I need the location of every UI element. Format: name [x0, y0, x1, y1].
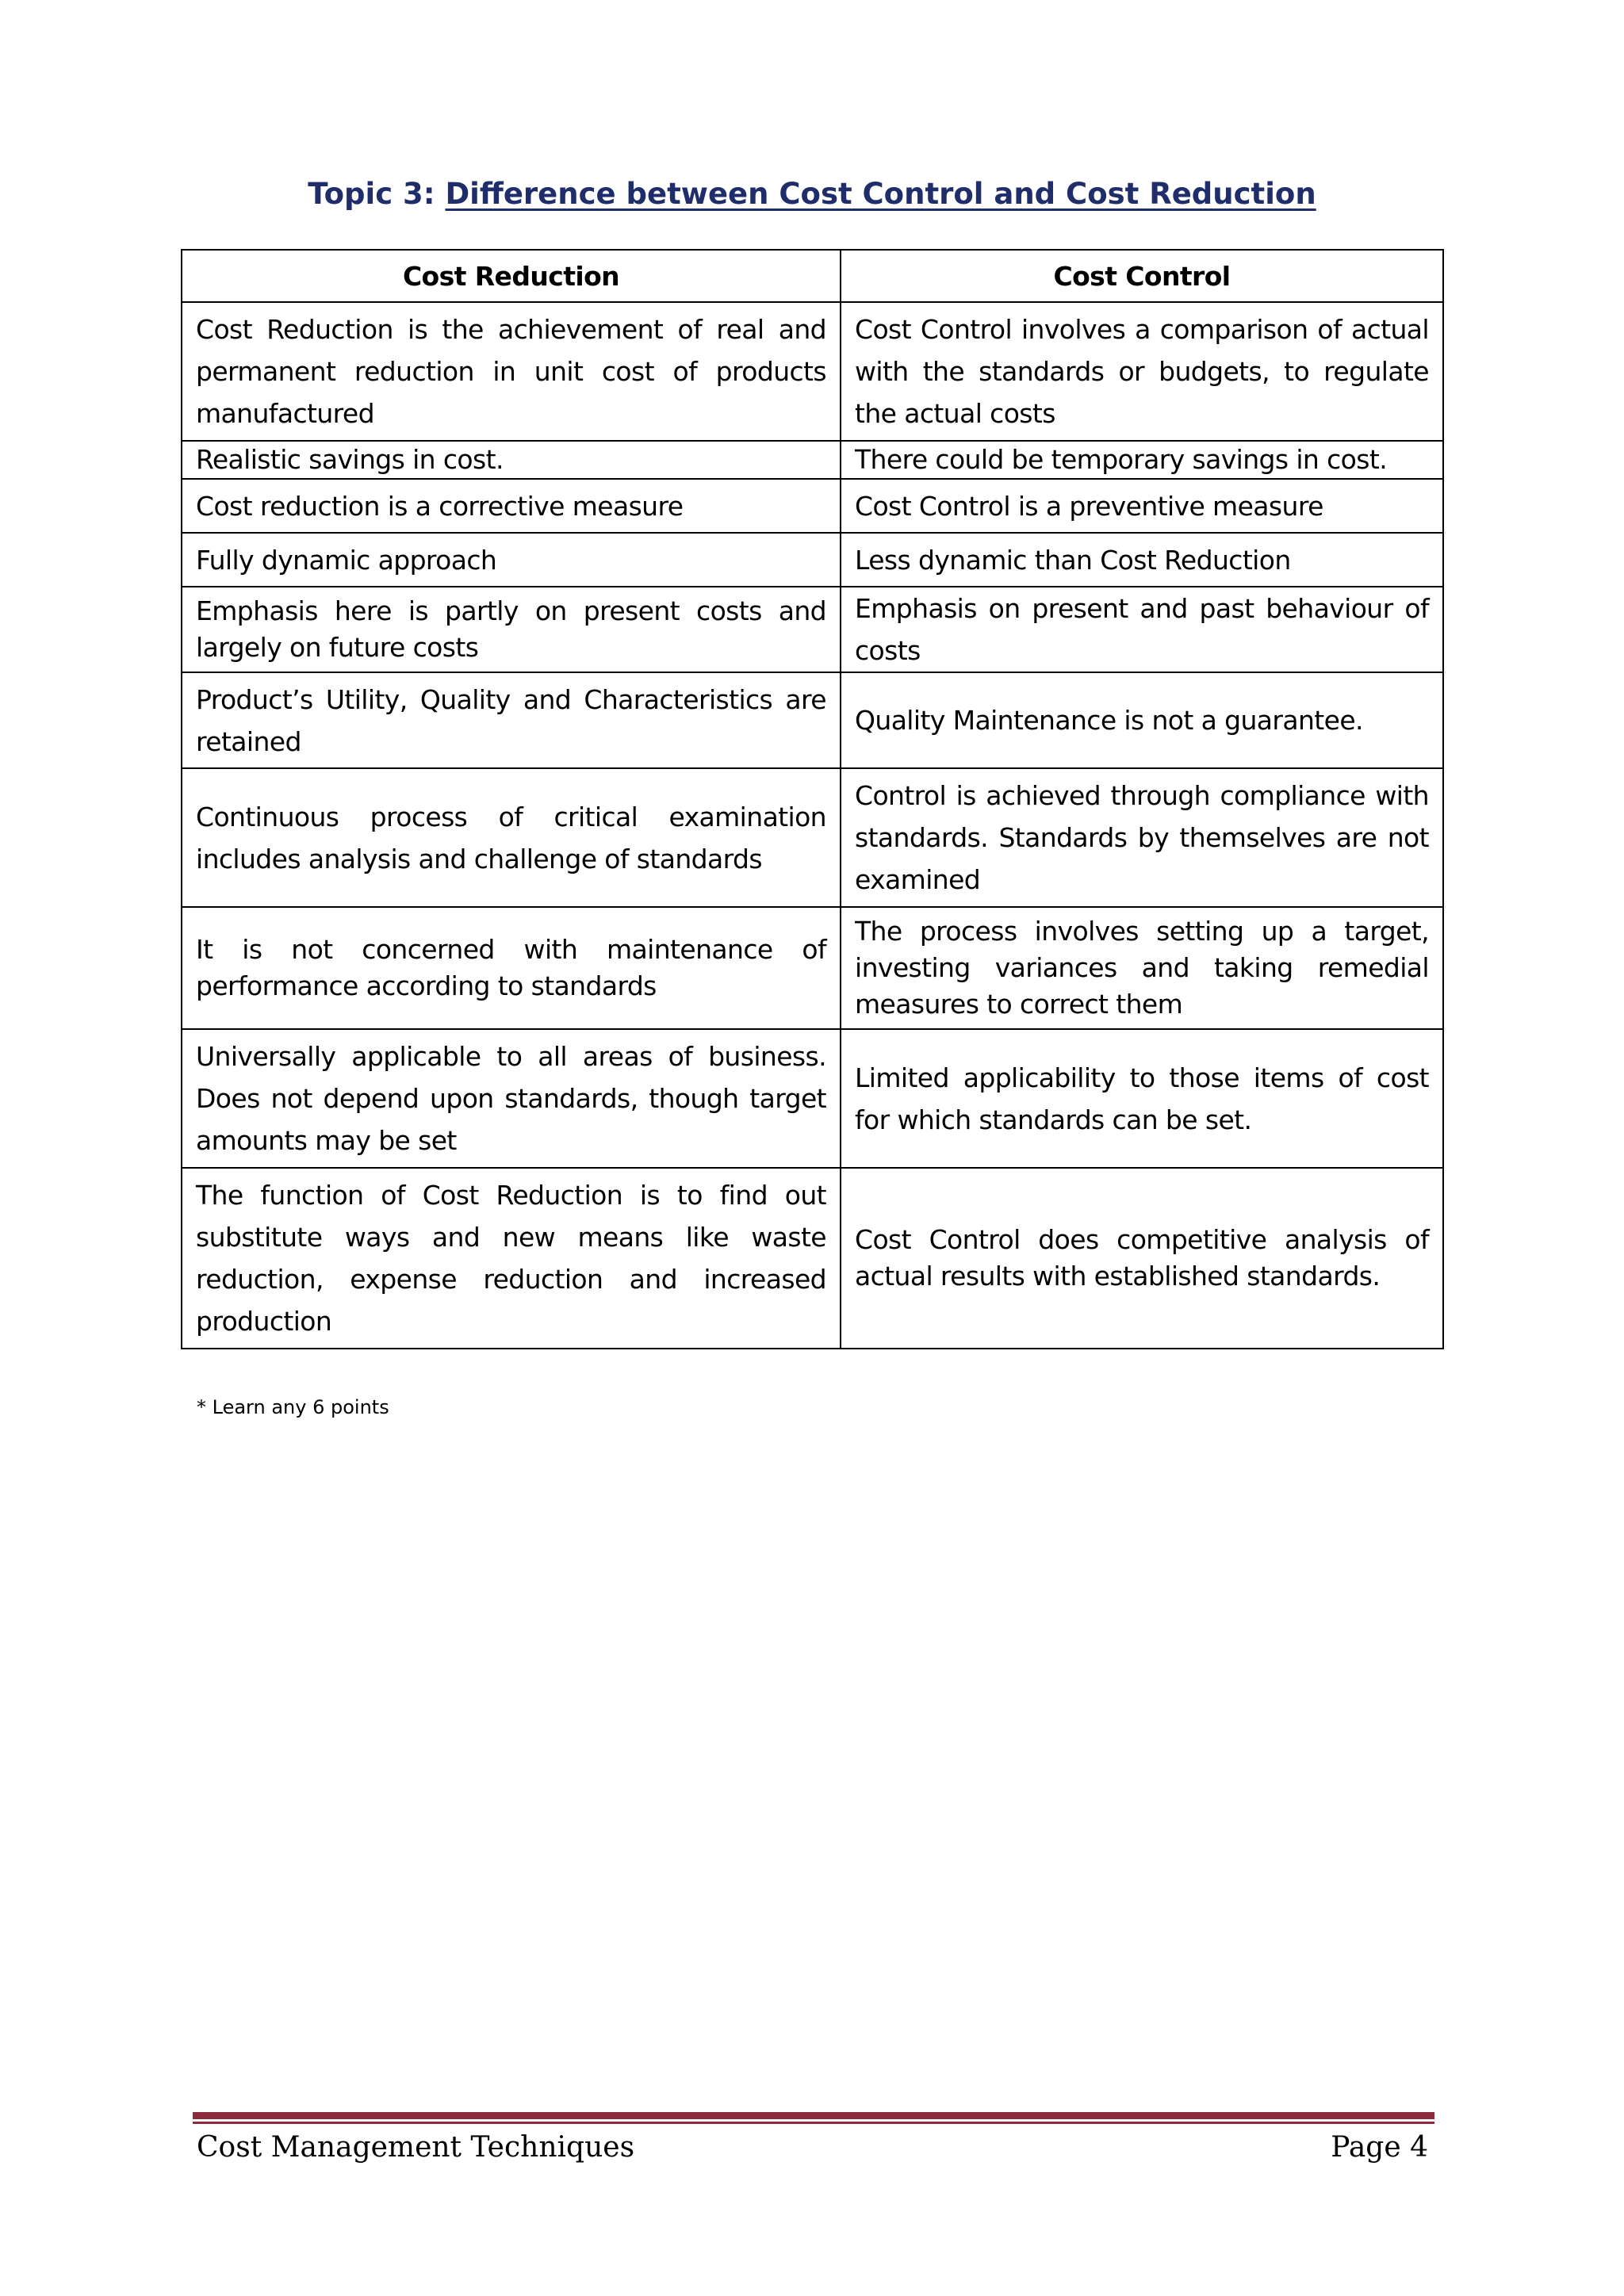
cost-reduction-cell: Cost Reduction is the achievement of real and permanent reduction in unit cost of products manufactured [182, 302, 841, 441]
cost-reduction-cell: Cost reduction is a corrective measure [182, 479, 841, 533]
footer-document-title: Cost Management Techniques [197, 2131, 635, 2164]
cost-control-cell: Cost Control is a preventive measure [841, 479, 1443, 533]
footer-page-number: Page 4 [1331, 2131, 1428, 2164]
column-header-cost-reduction: Cost Reduction [182, 250, 841, 302]
cost-reduction-cell: Emphasis here is partly on present costs and largely on future costs [182, 587, 841, 672]
cost-reduction-cell: It is not concerned with maintenance of performance according to standards [182, 907, 841, 1029]
footnote: * Learn any 6 points [197, 1396, 389, 1418]
cost-control-cell: Control is achieved through compliance with standards. Standards by themselves are not examined [841, 768, 1443, 907]
page-title [0, 173, 1624, 216]
table-row [182, 672, 1443, 768]
topic-label: Topic 3: [308, 177, 446, 211]
table-row [182, 587, 1443, 672]
table-row [182, 1168, 1443, 1349]
table-header-row [182, 250, 1443, 302]
cost-reduction-cell: Continuous process of critical examination includes analysis and challenge of standards [182, 768, 841, 907]
table-row [182, 768, 1443, 907]
cost-control-cell: The process involves setting up a target, investing variances and taking remedial measures to correct them [841, 907, 1443, 1029]
column-header-cost-control: Cost Control [841, 250, 1443, 302]
cost-reduction-cell: Fully dynamic approach [182, 533, 841, 587]
cost-control-cell: Cost Control involves a comparison of actual with the standards or budgets, to regulate the actual costs [841, 302, 1443, 441]
cost-control-cell: Cost Control does competitive analysis of actual results with established standards. [841, 1168, 1443, 1349]
table-row [182, 302, 1443, 441]
cost-control-cell: Less dynamic than Cost Reduction [841, 533, 1443, 587]
comparison-table [181, 249, 1444, 1349]
cost-control-cell: There could be temporary savings in cost. [841, 441, 1443, 479]
table-row [182, 441, 1443, 479]
cost-reduction-cell: Universally applicable to all areas of business. Does not depend upon standards, though target amounts may be set [182, 1029, 841, 1168]
cost-control-cell: Limited applicability to those items of cost for which standards can be set. [841, 1029, 1443, 1168]
table-row [182, 533, 1443, 587]
topic-title: Difference between Cost Control and Cost Reduction [445, 177, 1316, 211]
table-row [182, 479, 1443, 533]
cost-reduction-cell: Product’s Utility, Quality and Characteristics are retained [182, 672, 841, 768]
footer-divider [193, 2112, 1434, 2119]
cost-reduction-cell: Realistic savings in cost. [182, 441, 841, 479]
cost-reduction-cell: The function of Cost Reduction is to find out substitute ways and new means like waste reduction, expense reduction and increased production [182, 1168, 841, 1349]
cost-control-cell: Emphasis on present and past behaviour of costs [841, 587, 1443, 672]
table-row [182, 907, 1443, 1029]
cost-control-cell: Quality Maintenance is not a guarantee. [841, 672, 1443, 768]
table-row [182, 1029, 1443, 1168]
footer-divider-thin [193, 2122, 1434, 2124]
